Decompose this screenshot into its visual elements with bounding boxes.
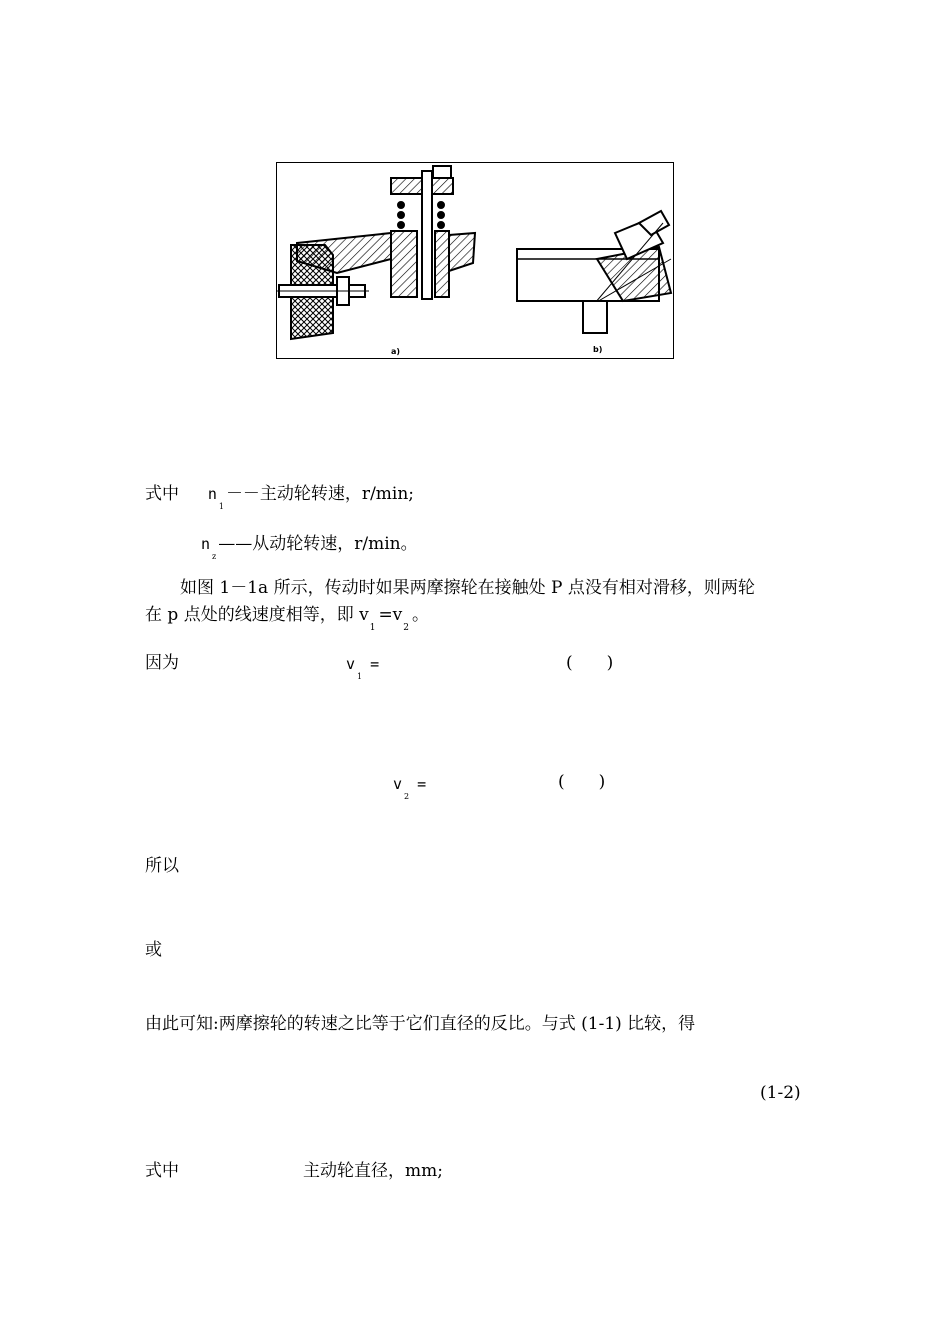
- symbol-definition-n1: [145, 484, 415, 511]
- shizhong-label-1: 式中: [145, 484, 179, 504]
- v1-subscript: 1: [357, 672, 363, 681]
- d1-description: 主动轮直径，mm;: [303, 1161, 443, 1181]
- friction-wheel-diagram: [277, 163, 673, 358]
- yinwei-label: 因为: [145, 653, 179, 673]
- para-line2-part-a: 在 p 点处的线速度相等，即 v: [145, 605, 369, 625]
- diagram-a: [277, 166, 475, 339]
- conclusion-text: 由此可知:两摩擦轮的转速之比等于它们直径的反比。与式 (1-1) 比较，得: [145, 1014, 696, 1034]
- equation-number: (1-2): [760, 1083, 801, 1103]
- n2-description: ——从动轮转速，r/min。: [218, 534, 418, 554]
- mechanism-figure: [276, 162, 674, 359]
- huo-label: 或: [145, 940, 162, 960]
- n2-subscript: z: [212, 552, 217, 561]
- v2-subscript: 2: [404, 792, 410, 801]
- v2-subscript-inline: 2: [403, 623, 410, 633]
- paragraph-line-2: [145, 605, 430, 633]
- paragraph-line-1: 如图 1－1a 所示，传动时如果两摩擦轮在接触处 P 点没有相对滑移，则两轮: [180, 578, 755, 598]
- suoyi-label: 所以: [145, 856, 179, 876]
- v1-equation: [346, 655, 380, 681]
- figure-label-a: a): [391, 347, 401, 356]
- equation-paren-1: ( ): [566, 653, 614, 673]
- para-line2-part-b: =v: [378, 605, 403, 625]
- v2-equals: =: [417, 775, 427, 793]
- n1-subscript: 1: [218, 502, 224, 511]
- n2-variable: n: [201, 535, 211, 553]
- symbol-definition-n2: [201, 534, 418, 561]
- v2-equation: [393, 775, 427, 801]
- v1-variable: v: [346, 655, 356, 673]
- shizhong-label-2: 式中: [145, 1161, 179, 1181]
- para-line2-part-c: 。: [412, 605, 430, 625]
- v2-variable: v: [393, 775, 403, 793]
- equation-paren-2: ( ): [558, 772, 606, 792]
- diagram-b: [517, 211, 671, 333]
- n1-description: －－主动轮转速，r/min;: [225, 484, 415, 504]
- v1-equals: =: [370, 655, 380, 673]
- v1-subscript-inline: 1: [369, 623, 376, 633]
- n1-variable: n: [207, 485, 217, 503]
- figure-label-b: b): [593, 345, 603, 354]
